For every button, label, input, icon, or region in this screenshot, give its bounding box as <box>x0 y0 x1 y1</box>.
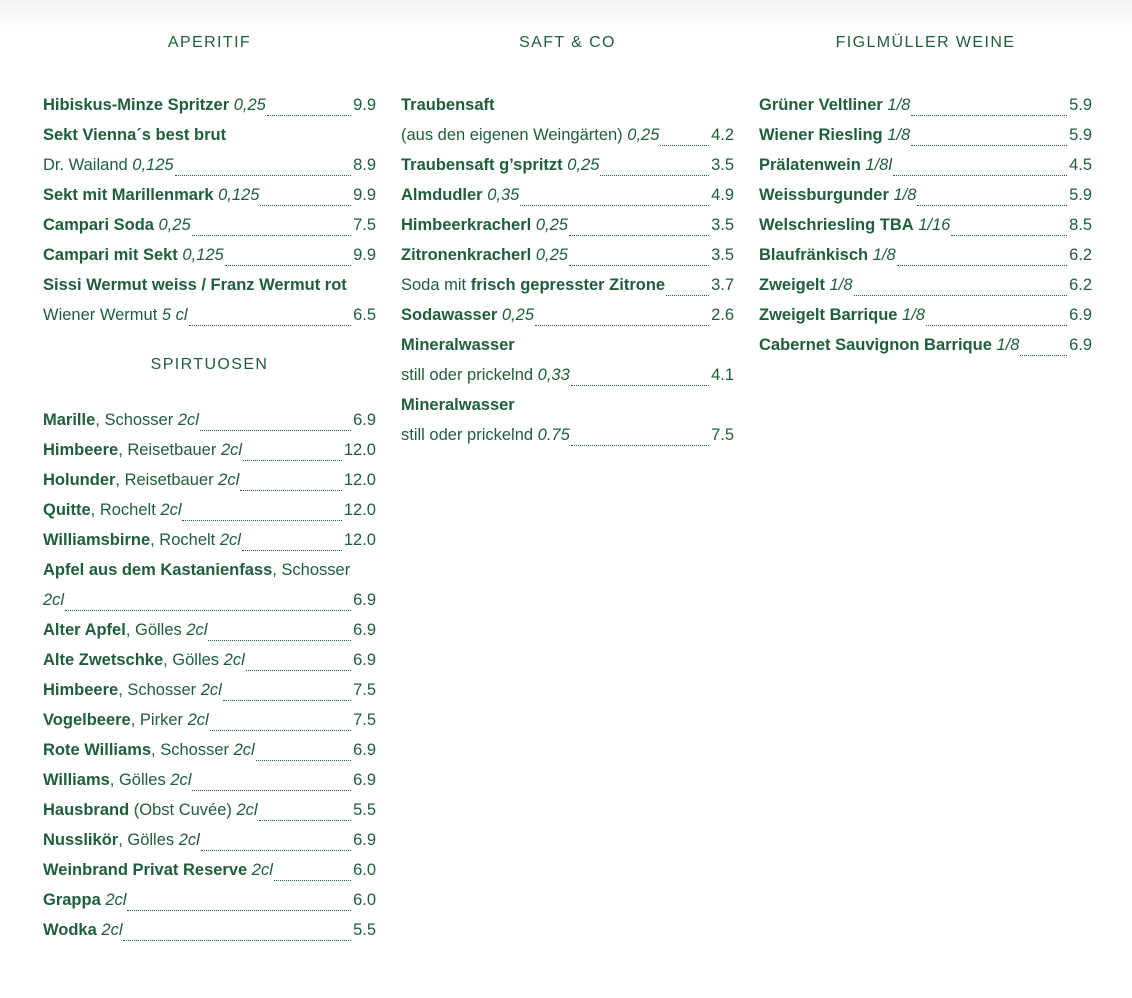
section-title-aperitif: APERITIF <box>167 34 252 51</box>
item-detail: (aus den eigenen Weingärten) <box>401 126 623 144</box>
item-name: Alte Zwetschke <box>43 651 164 669</box>
menu-item-row <box>401 120 734 150</box>
item-text <box>43 270 347 300</box>
item-quantity: 2cl <box>178 831 200 849</box>
dot-leader <box>201 836 351 851</box>
menu-item-row <box>401 300 734 330</box>
item-text <box>401 300 534 330</box>
menu-item-row <box>401 330 734 360</box>
item-text <box>43 90 266 120</box>
item-name: Wodka <box>43 921 97 939</box>
item-prefix: Soda mit <box>401 276 471 294</box>
item-price: 12.0 <box>343 501 376 519</box>
item-quantity: 1/8 <box>872 246 896 264</box>
section-title-spirituosen: SPIRTUOSEN <box>150 356 269 373</box>
item-text <box>43 765 191 795</box>
item-detail: , Gölles <box>125 621 182 639</box>
item-text <box>43 735 255 765</box>
item-name: Campari Soda <box>43 216 154 234</box>
dot-leader <box>893 161 1067 176</box>
item-name: Hibiskus-Minze Spritzer <box>43 96 230 114</box>
item-detail: , Gölles <box>109 771 166 789</box>
dot-leader <box>569 251 709 266</box>
item-name: frisch gepresster Zitrone <box>470 276 666 294</box>
item-text <box>401 420 570 450</box>
item-text <box>401 210 568 240</box>
menu-item-row <box>43 150 376 180</box>
dot-leader <box>259 806 351 821</box>
list-saft <box>401 90 734 450</box>
menu-item-row <box>43 120 376 150</box>
item-quantity: 0,25 <box>158 216 191 234</box>
dot-leader <box>240 476 342 491</box>
item-detail: , Rochelt <box>90 501 156 519</box>
item-text <box>43 465 239 495</box>
dot-leader <box>1020 341 1067 356</box>
item-quantity: 0,33 <box>537 366 570 384</box>
menu-item-row <box>43 270 376 300</box>
item-detail: , Schosser <box>95 411 174 429</box>
item-quantity: 0,25 <box>627 126 660 144</box>
item-name: Almdudler <box>401 186 483 204</box>
dot-leader <box>666 281 709 296</box>
dot-leader <box>569 221 709 236</box>
item-quantity: 2cl <box>187 711 209 729</box>
item-price: 6.9 <box>353 621 376 639</box>
item-name: Weissburgunder <box>759 186 889 204</box>
column-weine <box>759 0 1092 360</box>
dot-leader <box>256 746 351 761</box>
dot-leader <box>926 311 1067 326</box>
item-price: 7.5 <box>353 681 376 699</box>
item-quantity: 2cl <box>105 891 127 909</box>
dot-leader <box>911 101 1067 116</box>
item-price: 6.5 <box>353 306 376 324</box>
item-name: Zitronenkracherl <box>401 246 532 264</box>
item-text <box>43 855 273 885</box>
item-quantity: 5 cl <box>161 306 188 324</box>
dot-leader <box>246 656 351 671</box>
item-price: 6.9 <box>353 651 376 669</box>
item-quantity: 1/8 <box>887 126 911 144</box>
item-text <box>43 885 126 915</box>
item-price: 8.5 <box>1069 216 1092 234</box>
item-detail: , Reisetbauer <box>115 471 214 489</box>
item-text <box>401 150 599 180</box>
menu-item-row <box>43 90 376 120</box>
menu-item-row <box>759 180 1092 210</box>
menu-item-row <box>43 405 376 435</box>
item-price: 5.5 <box>353 921 376 939</box>
column-aperitif-spirits <box>43 0 376 945</box>
dot-leader <box>854 281 1068 296</box>
item-name: Himbeerkracherl <box>401 216 532 234</box>
section-title-weine: FIGLMÜLLER WEINE <box>835 34 1016 51</box>
item-name: Himbeere <box>43 441 119 459</box>
item-price: 6.9 <box>353 741 376 759</box>
item-detail: , Pirker <box>130 711 183 729</box>
dot-leader <box>897 251 1067 266</box>
item-name: Zweigelt Barrique <box>759 306 898 324</box>
item-name: Sissi Wermut weiss / Franz Wermut rot <box>43 276 347 294</box>
item-quantity: 2cl <box>223 651 245 669</box>
menu-item-row <box>401 390 734 420</box>
item-quantity: 2cl <box>43 591 65 609</box>
item-text <box>759 120 910 150</box>
menu-item-row <box>43 465 376 495</box>
menu-item-row <box>401 180 734 210</box>
item-price: 5.9 <box>1069 186 1092 204</box>
dot-leader <box>571 371 709 386</box>
dot-leader <box>65 596 351 611</box>
item-text <box>43 180 259 210</box>
item-name: Quitte <box>43 501 91 519</box>
item-text <box>43 585 64 615</box>
item-detail: , Gölles <box>163 651 220 669</box>
item-quantity: 0,25 <box>535 216 568 234</box>
dot-leader <box>660 131 709 146</box>
item-name: Traubensaft g’spritzt <box>401 156 563 174</box>
item-quantity: 2cl <box>233 741 255 759</box>
dot-leader <box>260 191 351 206</box>
item-text <box>43 555 350 585</box>
item-text <box>43 300 188 330</box>
item-text <box>401 330 515 360</box>
item-quantity: 0.75 <box>537 426 570 444</box>
item-quantity: 0,35 <box>487 186 520 204</box>
item-text <box>401 180 519 210</box>
item-price: 5.5 <box>353 801 376 819</box>
dot-leader <box>911 131 1067 146</box>
dot-leader <box>189 311 351 326</box>
item-name: Apfel aus dem Kastanienfass <box>43 561 273 579</box>
item-text <box>401 270 665 300</box>
item-name: Traubensaft <box>401 96 495 114</box>
menu-item-row <box>43 435 376 465</box>
item-text <box>401 360 570 390</box>
item-price: 9.9 <box>353 96 376 114</box>
dot-leader <box>242 536 342 551</box>
item-quantity: 2cl <box>200 681 222 699</box>
dot-leader <box>182 506 341 521</box>
item-price: 6.9 <box>353 831 376 849</box>
item-price: 9.9 <box>353 186 376 204</box>
item-price: 6.9 <box>353 411 376 429</box>
item-name: Weinbrand Privat Reserve <box>43 861 248 879</box>
menu-item-row <box>43 525 376 555</box>
item-text <box>401 240 568 270</box>
item-text <box>43 825 200 855</box>
item-name: Himbeere <box>43 681 119 699</box>
menu-item-row <box>759 210 1092 240</box>
item-quantity: 2cl <box>236 801 258 819</box>
item-text <box>401 390 515 420</box>
menu-item-row <box>401 240 734 270</box>
item-price: 3.5 <box>711 246 734 264</box>
item-detail: still oder prickelnd <box>401 366 534 384</box>
item-text <box>43 240 224 270</box>
item-detail: Dr. Wailand <box>43 156 128 174</box>
menu-item-row <box>401 210 734 240</box>
dot-leader <box>208 626 351 641</box>
item-detail: , Reisetbauer <box>118 441 217 459</box>
dot-leader <box>535 311 709 326</box>
item-quantity: 1/8 <box>887 96 911 114</box>
item-quantity: 2cl <box>160 501 182 519</box>
item-price: 12.0 <box>343 531 376 549</box>
item-price: 3.5 <box>711 216 734 234</box>
item-detail: Wiener Wermut <box>43 306 158 324</box>
item-name: Vogelbeere <box>43 711 131 729</box>
menu-item-row <box>43 885 376 915</box>
item-name: Sekt mit Marillenmark <box>43 186 214 204</box>
item-name: Mineralwasser <box>401 396 515 414</box>
menu-item-row <box>43 240 376 270</box>
item-text <box>759 240 896 270</box>
item-text <box>43 495 181 525</box>
menu-item-row <box>43 615 376 645</box>
item-quantity: 2cl <box>251 861 273 879</box>
item-quantity: 1/8 <box>893 186 917 204</box>
item-quantity: 1/8 <box>996 336 1020 354</box>
item-name: Sekt Vienna´s best brut <box>43 126 227 144</box>
item-detail: , Schosser <box>272 561 351 579</box>
item-price: 3.7 <box>711 276 734 294</box>
item-name: Prälatenwein <box>759 156 861 174</box>
menu-item-row <box>43 735 376 765</box>
dot-leader <box>225 251 351 266</box>
dot-leader <box>951 221 1067 236</box>
dot-leader <box>267 101 351 116</box>
item-text <box>43 795 258 825</box>
item-name: Nusslikör <box>43 831 119 849</box>
item-price: 5.9 <box>1069 96 1092 114</box>
item-quantity: 1/8l <box>865 156 892 174</box>
menu-item-row <box>43 495 376 525</box>
item-quantity: 2cl <box>219 531 241 549</box>
item-quantity: 2cl <box>170 771 192 789</box>
item-name: Welschriesling TBA <box>759 216 914 234</box>
item-text <box>759 300 925 330</box>
item-detail: , Schosser <box>151 741 229 759</box>
item-name: Hausbrand <box>43 801 130 819</box>
item-price: 3.5 <box>711 156 734 174</box>
dot-leader <box>210 716 351 731</box>
item-price: 6.9 <box>353 771 376 789</box>
item-name: Alter Apfel <box>43 621 126 639</box>
item-text <box>43 405 199 435</box>
item-text <box>759 180 916 210</box>
item-name: Grappa <box>43 891 101 909</box>
menu-item-row <box>401 270 734 300</box>
item-price: 5.9 <box>1069 126 1092 144</box>
dot-leader <box>123 926 351 941</box>
item-quantity: 0,125 <box>132 156 174 174</box>
item-quantity: 0,25 <box>567 156 600 174</box>
menu-item-row <box>759 150 1092 180</box>
item-name: Cabernet Sauvignon Barrique <box>759 336 992 354</box>
dot-leader <box>192 221 351 236</box>
dot-leader <box>127 896 351 911</box>
item-detail: still oder prickelnd <box>401 426 534 444</box>
item-text <box>43 645 245 675</box>
item-name: Grüner Veltliner <box>759 96 883 114</box>
dot-leader <box>917 191 1067 206</box>
item-quantity: 1/8 <box>829 276 853 294</box>
item-price: 4.2 <box>711 126 734 144</box>
menu-item-row <box>43 300 376 330</box>
item-detail: , Gölles <box>118 831 175 849</box>
menu-item-row <box>759 240 1092 270</box>
item-price: 6.2 <box>1069 276 1092 294</box>
menu-item-row <box>43 795 376 825</box>
item-text <box>43 120 226 150</box>
menu-item-row <box>401 360 734 390</box>
dot-leader <box>600 161 709 176</box>
menu-item-row <box>43 705 376 735</box>
item-text <box>759 90 910 120</box>
menu-item-row <box>401 90 734 120</box>
menu-item-row <box>759 90 1092 120</box>
item-text <box>759 330 1019 360</box>
item-quantity: 0,125 <box>218 186 260 204</box>
menu-item-row <box>43 180 376 210</box>
item-name: Rote Williams <box>43 741 152 759</box>
menu-item-row <box>43 855 376 885</box>
item-quantity: 0,125 <box>182 246 224 264</box>
menu-item-row <box>759 270 1092 300</box>
menu-item-row <box>401 420 734 450</box>
item-quantity: 2cl <box>177 411 199 429</box>
item-quantity: 0,25 <box>233 96 266 114</box>
item-price: 6.9 <box>1069 336 1092 354</box>
item-price: 12.0 <box>343 471 376 489</box>
item-price: 6.0 <box>353 861 376 879</box>
item-quantity: 2cl <box>101 921 123 939</box>
item-price: 12.0 <box>343 441 376 459</box>
menu-item-row <box>759 120 1092 150</box>
item-name: Holunder <box>43 471 116 489</box>
item-text <box>401 90 495 120</box>
item-price: 4.9 <box>711 186 734 204</box>
item-name: Sodawasser <box>401 306 498 324</box>
menu-item-row <box>43 555 376 585</box>
item-text <box>43 525 241 555</box>
item-text <box>759 210 950 240</box>
item-price: 6.9 <box>353 591 376 609</box>
item-price: 6.0 <box>353 891 376 909</box>
menu-item-row <box>43 825 376 855</box>
item-name: Williams <box>43 771 110 789</box>
item-name: Mineralwasser <box>401 336 515 354</box>
item-price: 6.2 <box>1069 246 1092 264</box>
dot-leader <box>520 191 709 206</box>
item-price: 6.9 <box>1069 306 1092 324</box>
menu-item-row <box>43 585 376 615</box>
item-name: Blaufränkisch <box>759 246 869 264</box>
list-aperitif <box>43 90 376 330</box>
item-quantity: 2cl <box>218 471 240 489</box>
item-detail: , Schosser <box>118 681 197 699</box>
menu-item-row <box>43 645 376 675</box>
dot-leader <box>200 416 351 431</box>
list-spirituosen <box>43 405 376 945</box>
menu-item-row <box>43 915 376 945</box>
item-text <box>401 120 659 150</box>
item-quantity: 2cl <box>186 621 208 639</box>
item-quantity: 1/8 <box>902 306 925 324</box>
menu-item-row <box>759 330 1092 360</box>
item-name: Wiener Riesling <box>759 126 883 144</box>
menu-item-row <box>43 210 376 240</box>
item-text <box>43 435 242 465</box>
item-text <box>43 675 222 705</box>
list-weine <box>759 90 1092 360</box>
item-text <box>759 150 892 180</box>
dot-leader <box>243 446 342 461</box>
item-quantity: 0,25 <box>535 246 568 264</box>
menu-item-row <box>43 765 376 795</box>
item-text <box>43 150 174 180</box>
item-name: Campari mit Sekt <box>43 246 178 264</box>
item-price: 7.5 <box>711 426 734 444</box>
item-name: Marille <box>43 411 96 429</box>
item-quantity: 0,25 <box>501 306 535 324</box>
item-price: 4.1 <box>711 366 734 384</box>
menu-item-row <box>759 300 1092 330</box>
dot-leader <box>571 431 709 446</box>
column-saft <box>401 0 734 450</box>
item-text <box>43 915 122 945</box>
dot-leader <box>274 866 351 881</box>
item-quantity: 2cl <box>220 441 243 459</box>
item-name: Williamsbirne <box>43 531 151 549</box>
item-price: 9.9 <box>353 246 376 264</box>
dot-leader <box>192 776 351 791</box>
item-detail: (Obst Cuvée) <box>129 801 232 819</box>
item-price: 2.6 <box>711 306 734 324</box>
item-text <box>43 210 191 240</box>
item-quantity: 1/16 <box>918 216 951 234</box>
menu-item-row <box>401 150 734 180</box>
item-text <box>43 615 207 645</box>
section-title-saft: SAFT & CO <box>519 34 616 51</box>
item-price: 8.9 <box>353 156 376 174</box>
menu-item-row <box>43 675 376 705</box>
dot-leader <box>175 161 352 176</box>
item-text <box>43 705 209 735</box>
item-price: 7.5 <box>353 711 376 729</box>
item-text <box>759 270 853 300</box>
item-name: Zweigelt <box>759 276 826 294</box>
item-detail: , Rochelt <box>150 531 216 549</box>
item-price: 4.5 <box>1069 156 1092 174</box>
item-price: 7.5 <box>353 216 376 234</box>
dot-leader <box>223 686 351 701</box>
